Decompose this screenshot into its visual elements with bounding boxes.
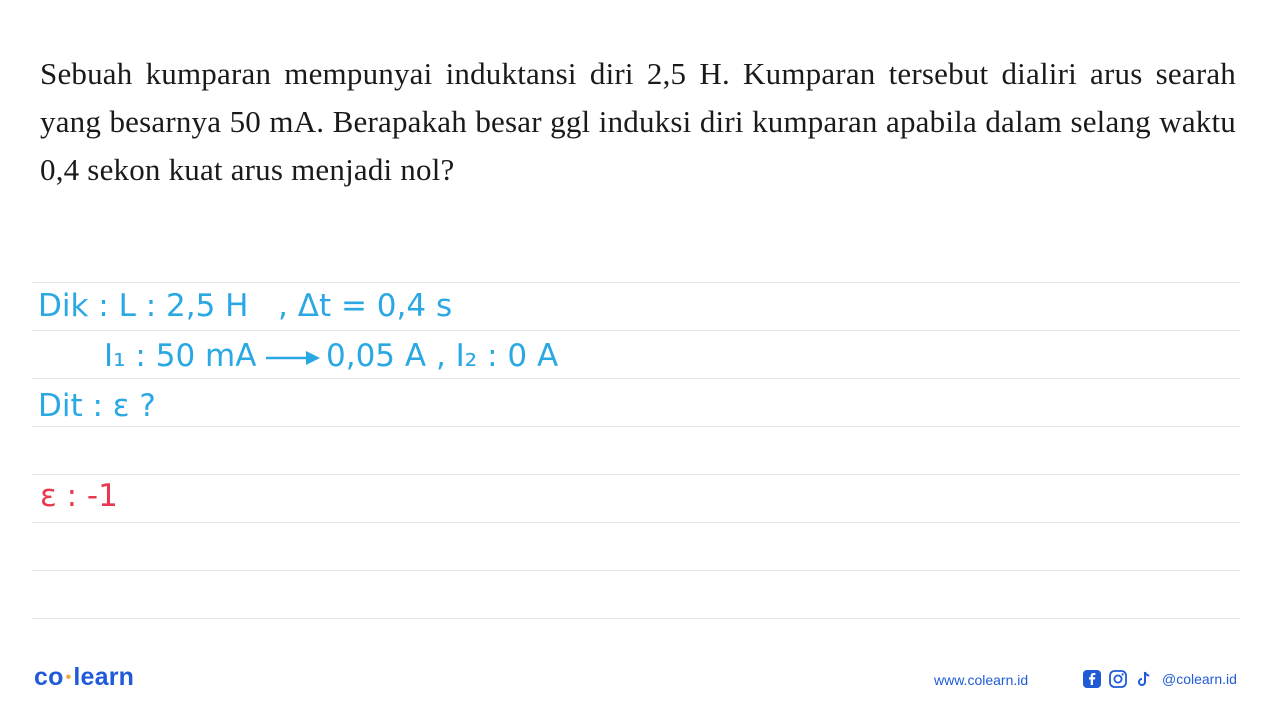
ruled-line [32, 426, 1240, 427]
tiktok-icon[interactable] [1134, 669, 1154, 689]
ruled-line [32, 570, 1240, 571]
website-link[interactable]: www.colearn.id [934, 672, 1029, 688]
handwriting-known-line-1: Dik : L : 2,5 H , Δt = 0,4 s [38, 288, 453, 324]
handwriting-answer-line: ε : -1 [40, 478, 118, 514]
instagram-icon[interactable] [1108, 669, 1128, 689]
ruled-line [32, 618, 1240, 619]
facebook-icon[interactable] [1082, 669, 1102, 689]
handwriting-known-line-2b: 0,05 A , I₂ : 0 A [326, 338, 559, 374]
question-text: Sebuah kumparan mempunyai induktansi diri 2,5 H. Kumparan tersebut dialiri arus searah yang besarnya 50 mA. Berapakah besar ggl induksi diri kumparan apabila dalam selang waktu 0,4 sekon kuat arus menjadi nol? [40, 56, 1236, 187]
social-links [1082, 669, 1237, 689]
colearn-logo: co •learn [34, 663, 135, 691]
social-handle[interactable]: @colearn.id [1162, 671, 1237, 687]
ruled-line [32, 522, 1240, 523]
ruled-line [32, 282, 1240, 283]
handwriting-asked-line: Dit : ε ? [38, 388, 156, 424]
ruled-line [32, 474, 1240, 475]
ruled-line [32, 330, 1240, 331]
arrow-icon [264, 348, 322, 368]
handwriting-known-line-2a: I₁ : 50 mA [104, 338, 257, 374]
ruled-line [32, 378, 1240, 379]
